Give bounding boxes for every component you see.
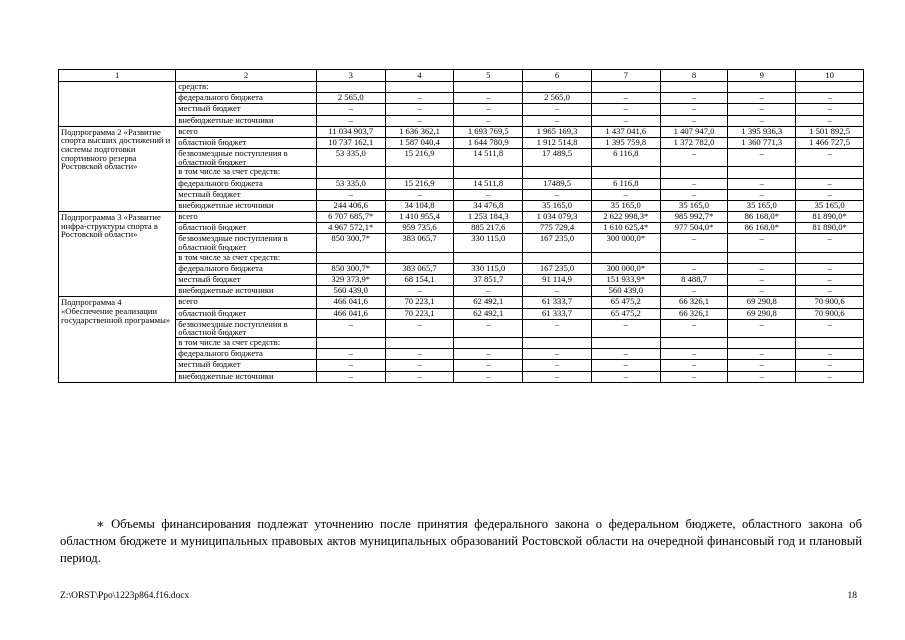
- amount-cell: 35 165,0: [591, 200, 660, 211]
- amount-cell: 1 636 362,1: [385, 126, 454, 137]
- table-row: [59, 263, 864, 274]
- amount-cell: 1 610 625,4*: [591, 223, 660, 234]
- amount-cell: [660, 337, 728, 348]
- column-header: 8: [660, 70, 728, 82]
- amount-cell: 17 489,5: [523, 149, 592, 167]
- table-row: [59, 252, 864, 263]
- amount-cell: –: [591, 93, 660, 104]
- amount-cell: 2 565,0: [523, 93, 592, 104]
- column-header: 6: [523, 70, 592, 82]
- table-row: [59, 360, 864, 371]
- amount-cell: –: [454, 319, 523, 337]
- amount-cell: –: [660, 319, 728, 337]
- amount-cell: –: [454, 115, 523, 126]
- amount-cell: [316, 337, 385, 348]
- funding-source-cell: безвозмездные поступления в областной бюджет: [176, 319, 317, 337]
- amount-cell: 1 466 727,5: [796, 137, 864, 148]
- table-row: [59, 104, 864, 115]
- amount-cell: 37 851,7: [454, 275, 523, 286]
- amount-cell: –: [728, 275, 796, 286]
- amount-cell: 2 622 998,3*: [591, 212, 660, 223]
- amount-cell: [454, 82, 523, 93]
- table-row: [59, 337, 864, 348]
- amount-cell: –: [728, 263, 796, 274]
- amount-cell: [591, 82, 660, 93]
- amount-cell: 62 492,1: [454, 308, 523, 319]
- amount-cell: –: [591, 349, 660, 360]
- amount-cell: 300 000,0*: [591, 263, 660, 274]
- amount-cell: 4 967 572,1*: [316, 223, 385, 234]
- financing-table: [58, 69, 864, 383]
- funding-source-cell: местный бюджет: [176, 275, 317, 286]
- amount-cell: 959 735,6: [385, 223, 454, 234]
- amount-cell: –: [523, 349, 592, 360]
- funding-source-cell: в том числе за счет средств:: [176, 252, 317, 263]
- amount-cell: 70 223,1: [385, 297, 454, 308]
- amount-cell: –: [523, 371, 592, 382]
- amount-cell: –: [796, 349, 864, 360]
- program-name-cell: Подпрограмма 3 «Развитие инфра-структуры спорта в Ростовской области»: [59, 212, 176, 297]
- amount-cell: 985 992,7*: [660, 212, 728, 223]
- amount-cell: –: [385, 319, 454, 337]
- amount-cell: 383 065,7: [385, 263, 454, 274]
- amount-cell: –: [660, 263, 728, 274]
- amount-cell: –: [796, 275, 864, 286]
- funding-source-cell: областной бюджет: [176, 308, 317, 319]
- amount-cell: –: [385, 189, 454, 200]
- amount-cell: –: [796, 115, 864, 126]
- amount-cell: 330 115,0: [454, 263, 523, 274]
- funding-source-cell: безвозмездные поступления в областной бюджет: [176, 234, 317, 252]
- amount-cell: 69 290,8: [728, 297, 796, 308]
- amount-cell: 15 216,9: [385, 149, 454, 167]
- column-header: 1: [59, 70, 176, 82]
- amount-cell: 329 373,9*: [316, 275, 385, 286]
- amount-cell: [796, 252, 864, 263]
- amount-cell: [385, 252, 454, 263]
- funding-source-cell: федерального бюджета: [176, 93, 317, 104]
- column-header: 3: [316, 70, 385, 82]
- amount-cell: 86 168,0*: [728, 212, 796, 223]
- column-header: 4: [385, 70, 454, 82]
- amount-cell: –: [796, 319, 864, 337]
- amount-cell: 34 476,8: [454, 200, 523, 211]
- amount-cell: –: [728, 189, 796, 200]
- amount-cell: –: [591, 189, 660, 200]
- amount-cell: 68 154,1: [385, 275, 454, 286]
- footnote-text: ∗ Объемы финансирования подлежат уточнению после принятия федерального закона о федеральном бюджете, областного закона об областном бюджете и муниципальных правовых актов муниципальных образований Ростовской области на очередной финансовый год и плановый период.: [60, 517, 862, 565]
- amount-cell: 850 300,7*: [316, 263, 385, 274]
- amount-cell: [385, 167, 454, 178]
- table-row: [59, 82, 864, 93]
- amount-cell: 11 034 903,7: [316, 126, 385, 137]
- amount-cell: –: [385, 93, 454, 104]
- amount-cell: 14 511,8: [454, 149, 523, 167]
- amount-cell: –: [796, 371, 864, 382]
- amount-cell: 885 217,6: [454, 223, 523, 234]
- amount-cell: –: [660, 189, 728, 200]
- amount-cell: –: [316, 115, 385, 126]
- amount-cell: –: [660, 371, 728, 382]
- amount-cell: –: [796, 234, 864, 252]
- amount-cell: –: [728, 104, 796, 115]
- amount-cell: [796, 337, 864, 348]
- amount-cell: 70 900,6: [796, 308, 864, 319]
- amount-cell: –: [796, 149, 864, 167]
- amount-cell: 383 065,7: [385, 234, 454, 252]
- amount-cell: –: [728, 360, 796, 371]
- amount-cell: –: [796, 263, 864, 274]
- amount-cell: –: [660, 115, 728, 126]
- column-header: 2: [176, 70, 317, 82]
- amount-cell: –: [523, 189, 592, 200]
- amount-cell: 1 253 184,3: [454, 212, 523, 223]
- amount-cell: 1 693 769,5: [454, 126, 523, 137]
- amount-cell: 1 587 040,4: [385, 137, 454, 148]
- amount-cell: [316, 167, 385, 178]
- amount-cell: –: [454, 104, 523, 115]
- amount-cell: [728, 82, 796, 93]
- program-name-cell: Подпрограмма 2 «Развитие спорта высших достижений и системы подготовки спортивного резерва Ростовской области»: [59, 126, 176, 211]
- amount-cell: 1 407 947,0: [660, 126, 728, 137]
- table-row: [59, 349, 864, 360]
- amount-cell: –: [728, 371, 796, 382]
- amount-cell: –: [591, 115, 660, 126]
- amount-cell: 91 114,9: [523, 275, 592, 286]
- amount-cell: –: [385, 104, 454, 115]
- amount-cell: –: [316, 349, 385, 360]
- amount-cell: –: [591, 319, 660, 337]
- amount-cell: [728, 167, 796, 178]
- amount-cell: 53 335,0: [316, 149, 385, 167]
- funding-source-cell: в том числе за счет средств:: [176, 167, 317, 178]
- amount-cell: 6 116,8: [591, 149, 660, 167]
- table-row: [59, 371, 864, 382]
- amount-cell: 244 406,6: [316, 200, 385, 211]
- financing-table-body: [59, 70, 864, 383]
- amount-cell: 466 041,6: [316, 297, 385, 308]
- amount-cell: –: [728, 115, 796, 126]
- amount-cell: [523, 252, 592, 263]
- table-row: [59, 115, 864, 126]
- amount-cell: –: [454, 93, 523, 104]
- file-path: Z:\ORST\Ppo\1223p864.f16.docx: [60, 591, 190, 601]
- amount-cell: 6 707 685,7*: [316, 212, 385, 223]
- column-header: 7: [591, 70, 660, 82]
- amount-cell: [523, 82, 592, 93]
- amount-cell: [385, 82, 454, 93]
- column-header: 10: [796, 70, 864, 82]
- amount-cell: [523, 167, 592, 178]
- page-number: 18: [847, 591, 857, 601]
- funding-source-cell: в том числе за счет средств:: [176, 337, 317, 348]
- amount-cell: –: [796, 93, 864, 104]
- amount-cell: 61 333,7: [523, 297, 592, 308]
- funding-source-cell: всего: [176, 126, 317, 137]
- amount-cell: 66 326,1: [660, 308, 728, 319]
- amount-cell: 1 410 955,4: [385, 212, 454, 223]
- amount-cell: 167 235,0: [523, 234, 592, 252]
- amount-cell: [316, 82, 385, 93]
- amount-cell: 8 488,7: [660, 275, 728, 286]
- amount-cell: 86 168,0*: [728, 223, 796, 234]
- program-name-cell: [59, 82, 176, 127]
- amount-cell: –: [523, 319, 592, 337]
- amount-cell: 1 034 079,3: [523, 212, 592, 223]
- amount-cell: –: [728, 149, 796, 167]
- amount-cell: –: [591, 360, 660, 371]
- amount-cell: –: [316, 371, 385, 382]
- amount-cell: –: [316, 360, 385, 371]
- amount-cell: –: [454, 371, 523, 382]
- funding-source-cell: федерального бюджета: [176, 178, 317, 189]
- table-row: [59, 149, 864, 167]
- amount-cell: [591, 167, 660, 178]
- amount-cell: 167 235,0: [523, 263, 592, 274]
- table-row: [59, 275, 864, 286]
- amount-cell: 70 900,6: [796, 297, 864, 308]
- amount-cell: [454, 337, 523, 348]
- amount-cell: –: [660, 349, 728, 360]
- table-row: [59, 189, 864, 200]
- amount-cell: [796, 167, 864, 178]
- amount-cell: [523, 337, 592, 348]
- funding-source-cell: внебюджетные источники: [176, 200, 317, 211]
- table-row: [59, 212, 864, 223]
- amount-cell: [728, 252, 796, 263]
- amount-cell: 1 395 759,8: [591, 137, 660, 148]
- amount-cell: –: [316, 104, 385, 115]
- amount-cell: –: [728, 93, 796, 104]
- amount-cell: –: [660, 149, 728, 167]
- amount-cell: –: [385, 360, 454, 371]
- amount-cell: 81 890,0*: [796, 212, 864, 223]
- amount-cell: 1 501 892,5: [796, 126, 864, 137]
- amount-cell: –: [523, 115, 592, 126]
- amount-cell: –: [454, 189, 523, 200]
- amount-cell: 62 492,1: [454, 297, 523, 308]
- amount-cell: –: [591, 371, 660, 382]
- funding-source-cell: всего: [176, 212, 317, 223]
- amount-cell: –: [316, 319, 385, 337]
- amount-cell: –: [660, 104, 728, 115]
- amount-cell: –: [454, 286, 523, 297]
- amount-cell: –: [660, 286, 728, 297]
- table-row: [59, 308, 864, 319]
- amount-cell: 775 729,4: [523, 223, 592, 234]
- funding-source-cell: областной бюджет: [176, 137, 317, 148]
- amount-cell: –: [385, 115, 454, 126]
- funding-source-cell: внебюджетные источники: [176, 286, 317, 297]
- amount-cell: –: [728, 286, 796, 297]
- amount-cell: 1 360 771,3: [728, 137, 796, 148]
- amount-cell: –: [591, 104, 660, 115]
- amount-cell: –: [660, 93, 728, 104]
- amount-cell: –: [660, 360, 728, 371]
- amount-cell: 81 890,0*: [796, 223, 864, 234]
- funding-source-cell: местный бюджет: [176, 360, 317, 371]
- amount-cell: –: [385, 349, 454, 360]
- amount-cell: [591, 337, 660, 348]
- table-row: [59, 200, 864, 211]
- table-row: [59, 93, 864, 104]
- amount-cell: –: [796, 104, 864, 115]
- amount-cell: 15 216,9: [385, 178, 454, 189]
- amount-cell: 35 165,0: [796, 200, 864, 211]
- amount-cell: –: [523, 360, 592, 371]
- amount-cell: 6 116,8: [591, 178, 660, 189]
- amount-cell: 1 395 936,3: [728, 126, 796, 137]
- amount-cell: –: [523, 104, 592, 115]
- amount-cell: [591, 252, 660, 263]
- amount-cell: 977 504,0*: [660, 223, 728, 234]
- funding-source-cell: местный бюджет: [176, 104, 317, 115]
- amount-cell: –: [523, 286, 592, 297]
- funding-source-cell: федерального бюджета: [176, 349, 317, 360]
- column-number-header: [59, 70, 864, 82]
- amount-cell: 10 737 162,1: [316, 137, 385, 148]
- program-name-cell: Подпрограмма 4 «Обеспечение реализации государственной программы»: [59, 297, 176, 382]
- amount-cell: –: [796, 286, 864, 297]
- amount-cell: 1 372 782,0: [660, 137, 728, 148]
- amount-cell: –: [728, 319, 796, 337]
- amount-cell: –: [796, 360, 864, 371]
- amount-cell: 17489,5: [523, 178, 592, 189]
- amount-cell: –: [316, 189, 385, 200]
- amount-cell: 66 326,1: [660, 297, 728, 308]
- amount-cell: [660, 82, 728, 93]
- amount-cell: [660, 252, 728, 263]
- amount-cell: 65 475,2: [591, 308, 660, 319]
- funding-source-cell: областной бюджет: [176, 223, 317, 234]
- amount-cell: –: [385, 371, 454, 382]
- financing-table-container: [58, 69, 864, 383]
- amount-cell: –: [796, 178, 864, 189]
- amount-cell: 34 104,8: [385, 200, 454, 211]
- amount-cell: 151 933,9*: [591, 275, 660, 286]
- amount-cell: [796, 82, 864, 93]
- table-row: [59, 167, 864, 178]
- amount-cell: 14 511,8: [454, 178, 523, 189]
- amount-cell: 560 439,0: [316, 286, 385, 297]
- table-row: [59, 126, 864, 137]
- amount-cell: –: [796, 189, 864, 200]
- amount-cell: 70 223,1: [385, 308, 454, 319]
- funding-source-cell: безвозмездные поступления в областной бюджет: [176, 149, 317, 167]
- table-row: [59, 178, 864, 189]
- footnote: [60, 516, 862, 567]
- funding-source-cell: местный бюджет: [176, 189, 317, 200]
- amount-cell: 53 335,0: [316, 178, 385, 189]
- table-row: [59, 223, 864, 234]
- amount-cell: 1 912 514,8: [523, 137, 592, 148]
- amount-cell: 1 644 780,9: [454, 137, 523, 148]
- amount-cell: 2 565,0: [316, 93, 385, 104]
- amount-cell: –: [454, 360, 523, 371]
- amount-cell: [316, 252, 385, 263]
- amount-cell: [454, 167, 523, 178]
- amount-cell: [454, 252, 523, 263]
- amount-cell: –: [728, 234, 796, 252]
- amount-cell: 850 300,7*: [316, 234, 385, 252]
- table-row: [59, 234, 864, 252]
- amount-cell: –: [728, 178, 796, 189]
- amount-cell: 1 965 169,3: [523, 126, 592, 137]
- amount-cell: [385, 337, 454, 348]
- amount-cell: –: [454, 349, 523, 360]
- amount-cell: 69 290,8: [728, 308, 796, 319]
- amount-cell: –: [660, 178, 728, 189]
- amount-cell: 560 439,0: [591, 286, 660, 297]
- funding-source-cell: внебюджетные источники: [176, 115, 317, 126]
- amount-cell: 65 475,2: [591, 297, 660, 308]
- table-row: [59, 137, 864, 148]
- amount-cell: –: [660, 234, 728, 252]
- funding-source-cell: федерального бюджета: [176, 263, 317, 274]
- funding-source-cell: внебюджетные источники: [176, 371, 317, 382]
- amount-cell: 61 333,7: [523, 308, 592, 319]
- amount-cell: 35 165,0: [660, 200, 728, 211]
- funding-source-cell: всего: [176, 297, 317, 308]
- amount-cell: –: [385, 286, 454, 297]
- table-row: [59, 286, 864, 297]
- amount-cell: 300 000,0*: [591, 234, 660, 252]
- amount-cell: 1 437 041,6: [591, 126, 660, 137]
- amount-cell: 330 115,0: [454, 234, 523, 252]
- table-row: [59, 297, 864, 308]
- table-row: [59, 319, 864, 337]
- amount-cell: 35 165,0: [728, 200, 796, 211]
- amount-cell: –: [728, 349, 796, 360]
- column-header: 9: [728, 70, 796, 82]
- column-header: 5: [454, 70, 523, 82]
- amount-cell: 35 165,0: [523, 200, 592, 211]
- funding-source-cell: средств:: [176, 82, 317, 93]
- amount-cell: 466 041,6: [316, 308, 385, 319]
- amount-cell: [728, 337, 796, 348]
- amount-cell: [660, 167, 728, 178]
